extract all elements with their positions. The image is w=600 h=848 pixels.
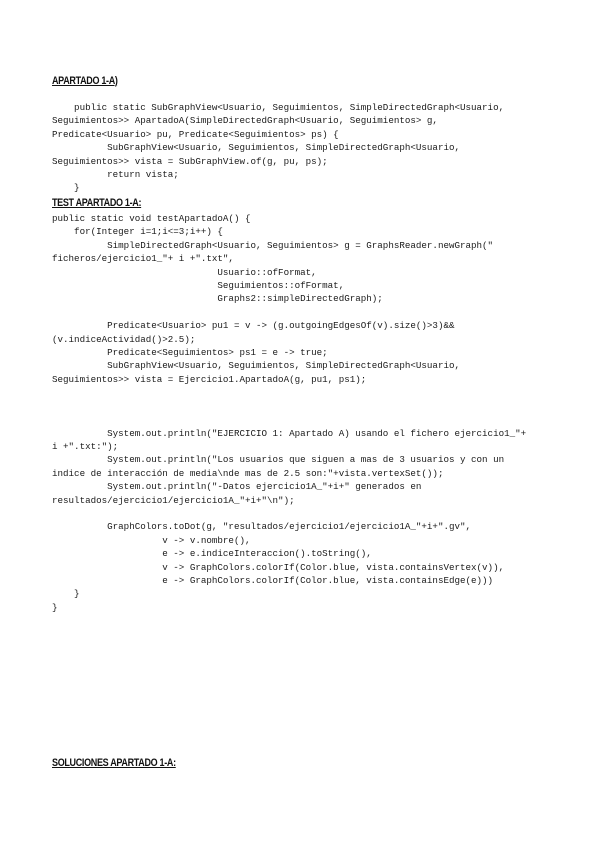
code-block-test-apartado-a: public static void testApartadoA() { for(Integer i=1;i<=3;i++) { SimpleDirectedGraph<Usuario, Seguimientos> g = GraphsReader.newGraph(" ficheros/ejercicio1_"+ i +".txt", Usuario::ofFormat, Seguimientos::ofFormat, Graphs2::simpleDirectedGraph); Predicate<Usuario> pu1 = v -> (g.outgoingEdgesOf(v).size()>3)&& (v.indiceActividad()>2.5); Predicate<Seguimientos> ps1 = e -> true; SubGraphView<Usuario, Seguimientos, SimpleDirectedGraph<Usuario, Seguimientos>> vista = Ejercicio1.ApartadoA(g, pu1, ps1); System.out.println("EJERCICIO 1: Apartado A) usando el fichero ejercicio1_"+ i +".txt:"); System.out.println("Los usuarios que siguen a mas de 3 usuarios y con un indice de interacción de media\nde mas de 2.5 son:"+vista.vertexSet()); System.out.println("-Datos ejercicio1A_"+i+" generados en resultados/ejercicio1/ejercicio1A_"+i+"\n"); GraphColors.toDot(g, "resultados/ejercicio1/ejercicio1A_"+i+".gv", v -> v.nombre(), e -> e.indiceInteraccion().toString(), v -> GraphColors.colorIf(Color.blue, vista.containsVertex(v)), e -> GraphColors.colorIf(Color.blue, vista.containsEdge(e))) } }: [52, 213, 527, 613]
code-block-apartado-a: public static SubGraphView<Usuario, Seguimientos, SimpleDirectedGraph<Usuario, Seguimientos>> ApartadoA(SimpleDirectedGraph<Usuario, Seguimientos> g, Predicate<Usuario> pu, Predicate<Seguimientos> ps) { SubGraphView<Usuario, Seguimientos, SimpleDirectedGraph<Usuario, Seguimientos>> vista = SubGraphView.of(g, pu, ps); return vista; }: [52, 102, 505, 194]
heading-test-apartado-1a: TEST APARTADO 1-A:: [52, 197, 142, 209]
heading-soluciones-apartado-1a: SOLUCIONES APARTADO 1-A:: [52, 757, 176, 769]
heading-apartado-1a: APARTADO 1-A): [52, 75, 118, 87]
